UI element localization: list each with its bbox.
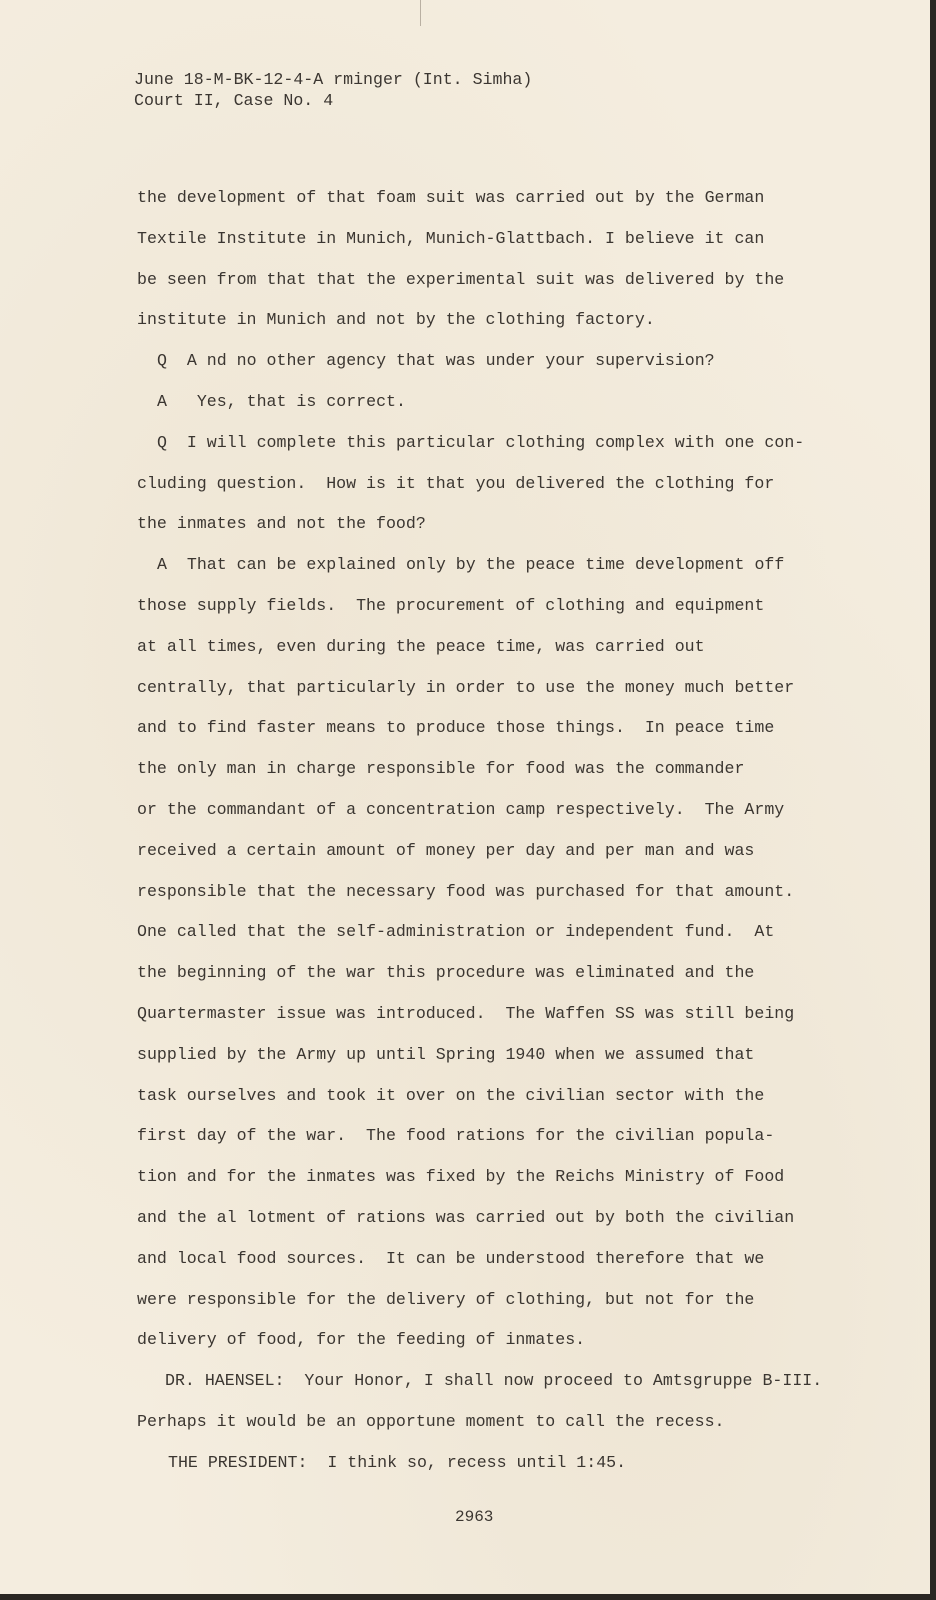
transcript-line: supplied by the Army up until Spring 1940 when we assumed that bbox=[137, 1044, 755, 1064]
transcript-line: tion and for the inmates was fixed by the Reichs Ministry of Food bbox=[137, 1167, 785, 1187]
transcript-line: Q A nd no other agency that was under your supervision? bbox=[157, 351, 715, 371]
transcript-line: be seen from that that the experimental suit was delivered by the bbox=[137, 269, 785, 289]
transcript-line: cluding question. How is it that you delivered the clothing for bbox=[137, 473, 775, 493]
transcript-line: received a certain amount of money per day and per man and was bbox=[137, 840, 755, 860]
transcript-line: centrally, that particularly in order to use the money much better bbox=[137, 677, 795, 697]
transcript-line: the inmates and not the food? bbox=[137, 514, 426, 534]
transcript-line: Perhaps it would be an opportune moment to call the recess. bbox=[137, 1411, 725, 1431]
transcript-line: Quartermaster issue was introduced. The Waffen SS was still being bbox=[137, 1003, 795, 1023]
transcript-line: institute in Munich and not by the clothing factory. bbox=[137, 310, 655, 330]
header-line-2: Court II, Case No. 4 bbox=[134, 91, 334, 110]
transcript-line: delivery of food, for the feeding of inmates. bbox=[137, 1330, 586, 1350]
transcript-line: task ourselves and took it over on the civilian sector with the bbox=[137, 1085, 765, 1105]
transcript-line: DR. HAENSEL: Your Honor, I shall now proceed to Amtsgruppe B-III. bbox=[165, 1371, 823, 1391]
transcript-line: first day of the war. The food rations for the civilian popula- bbox=[137, 1126, 775, 1146]
transcript-line: Q I will complete this particular clothing complex with one con- bbox=[157, 432, 805, 452]
transcript-line: were responsible for the delivery of clothing, but not for the bbox=[137, 1289, 755, 1309]
transcript-line: One called that the self-administration or independent fund. At bbox=[137, 922, 775, 942]
transcript-line: responsible that the necessary food was purchased for that amount. bbox=[137, 881, 795, 901]
transcript-line: the beginning of the war this procedure was eliminated and the bbox=[137, 963, 755, 983]
transcript-line: and local food sources. It can be understood therefore that we bbox=[137, 1248, 765, 1268]
page-number: 2963 bbox=[455, 1508, 494, 1526]
transcript-line: A Yes, that is correct. bbox=[157, 391, 406, 411]
transcript-line: or the commandant of a concentration camp respectively. The Army bbox=[137, 799, 785, 819]
transcript-line: at all times, even during the peace time, was carried out bbox=[137, 636, 705, 656]
transcript-line: those supply fields. The procurement of clothing and equipment bbox=[137, 595, 765, 615]
header-line-1: June 18-M-BK-12-4-A rminger (Int. Simha) bbox=[134, 70, 533, 89]
transcript-body bbox=[137, 187, 822, 1493]
staple-mark bbox=[420, 0, 421, 26]
transcript-line: the only man in charge responsible for food was the commander bbox=[137, 759, 745, 779]
transcript-line: THE PRESIDENT: I think so, recess until 1:45. bbox=[168, 1452, 627, 1472]
transcript-line: Textile Institute in Munich, Munich-Glattbach. I believe it can bbox=[137, 228, 765, 248]
transcript-line: and to find faster means to produce those things. In peace time bbox=[137, 718, 775, 738]
transcript-line: A That can be explained only by the peace time development off bbox=[157, 555, 785, 575]
transcript-line: and the al lotment of rations was carried out by both the civilian bbox=[137, 1207, 795, 1227]
transcript-line: the development of that foam suit was carried out by the German bbox=[137, 188, 765, 207]
